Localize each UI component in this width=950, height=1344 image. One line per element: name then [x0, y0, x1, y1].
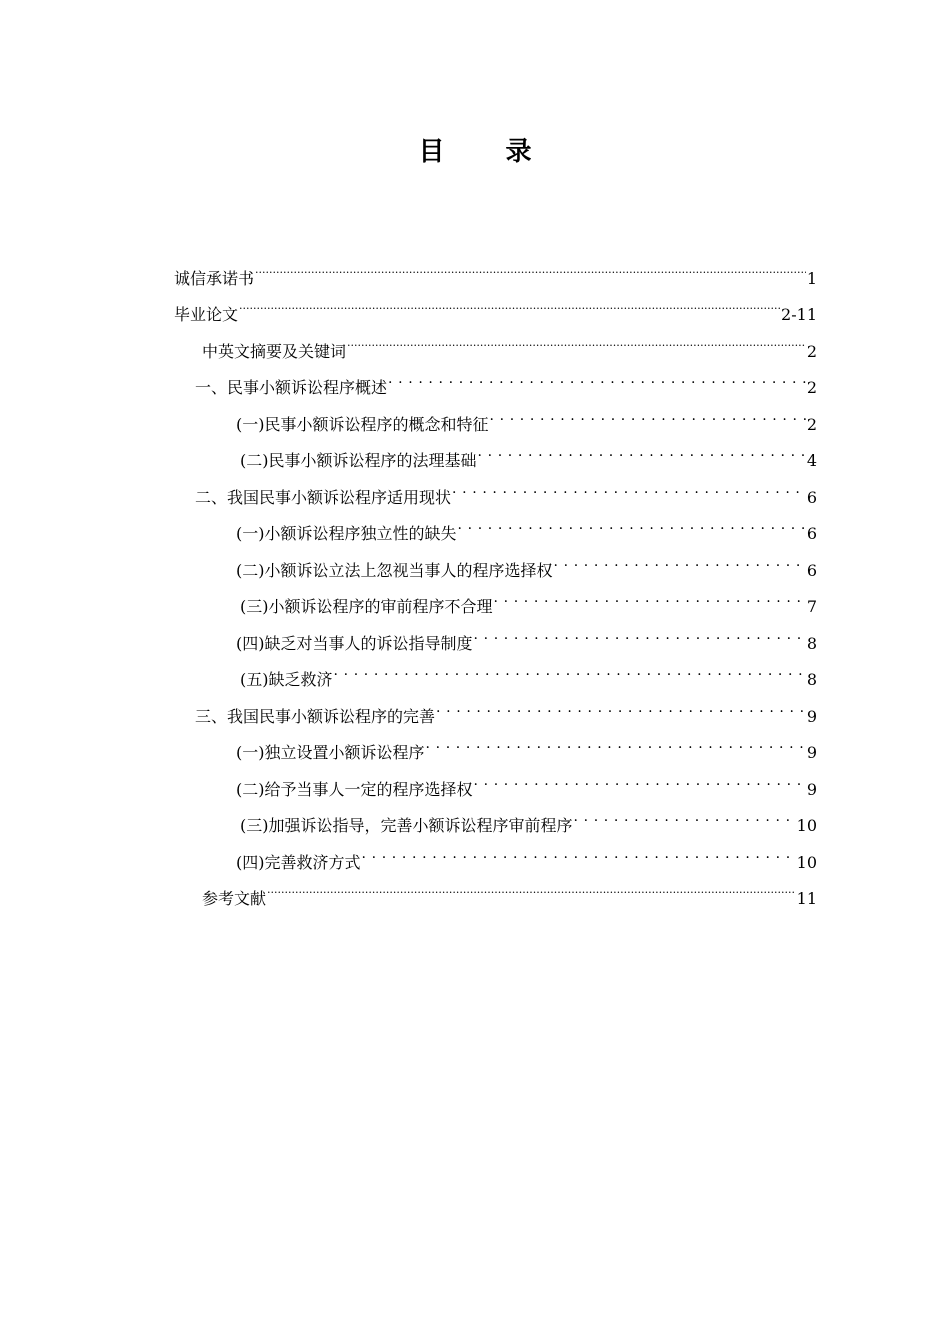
toc-entry-label: 参考文献	[202, 889, 267, 908]
toc-entry-page: 2-11	[781, 305, 817, 324]
toc-entry-label: (五)缺乏救济	[240, 670, 333, 689]
toc-dot-leader	[239, 290, 780, 320]
toc-entry-page: 8	[806, 634, 817, 653]
toc-dot-leader	[478, 436, 806, 466]
toc-entry-page: 9	[806, 780, 817, 799]
toc-entry	[236, 765, 817, 799]
toc-entry-page: 4	[806, 451, 817, 470]
toc-entry-page: 10	[796, 853, 817, 872]
toc-entry-page: 6	[806, 524, 817, 543]
toc-entry	[202, 874, 817, 908]
toc-entry-label: (一)小额诉讼程序独立性的缺失	[236, 524, 457, 543]
toc-entry	[236, 509, 817, 543]
toc-entry-label: (二)民事小额诉讼程序的法理基础	[240, 451, 477, 470]
toc-entry-label: (四)完善救济方式	[236, 853, 361, 872]
toc-entry-page: 2	[806, 415, 817, 434]
toc-dot-leader	[474, 765, 806, 795]
toc-entry-label: (三)小额诉讼程序的审前程序不合理	[240, 597, 493, 616]
toc-dot-leader	[388, 363, 806, 393]
toc-entry-label: (一)独立设置小额诉讼程序	[236, 743, 425, 762]
toc-dot-leader	[452, 473, 806, 503]
toc-entry	[174, 290, 817, 324]
toc-entry-page: 9	[806, 707, 817, 726]
toc-entry-label: 二、我国民事小额诉讼程序适用现状	[195, 488, 452, 507]
toc-entry	[240, 582, 817, 616]
toc-dot-leader	[267, 874, 796, 904]
toc-entry-page: 2	[806, 342, 817, 361]
toc-entry-page: 11	[796, 889, 817, 908]
toc-dot-leader	[334, 655, 806, 685]
toc-dot-leader	[436, 692, 806, 722]
toc-dot-leader	[490, 400, 806, 430]
toc-entry-label: 一、民事小额诉讼程序概述	[195, 378, 388, 397]
toc-entry-page: 6	[806, 488, 817, 507]
toc-entry	[236, 619, 817, 653]
toc-entry-label: (一)民事小额诉讼程序的概念和特征	[236, 415, 489, 434]
toc-entry	[174, 254, 817, 288]
toc-dot-leader	[494, 582, 806, 612]
toc-entry	[240, 801, 817, 835]
toc-entry-page: 7	[806, 597, 817, 616]
toc-dot-leader	[255, 254, 806, 284]
toc-entry-label: (二)给予当事人一定的程序选择权	[236, 780, 473, 799]
toc-dot-leader	[347, 327, 806, 357]
toc-entry-label: (三)加强诉讼指导，完善小额诉讼程序审前程序	[240, 816, 573, 835]
toc-entry	[236, 546, 817, 580]
toc-entry-label: (四)缺乏对当事人的诉讼指导制度	[236, 634, 473, 653]
toc-entry-label: 三、我国民事小额诉讼程序的完善	[195, 707, 436, 726]
toc-entry-page: 6	[806, 561, 817, 580]
toc-dot-leader	[362, 838, 796, 868]
toc-entry-page: 10	[796, 816, 817, 835]
toc-entry-label: 诚信承诺书	[174, 269, 255, 288]
toc-entry	[236, 838, 817, 872]
toc-entry	[195, 473, 817, 507]
toc-entry	[236, 400, 817, 434]
toc-dot-leader	[426, 728, 806, 758]
toc-entry-label: (二)小额诉讼立法上忽视当事人的程序选择权	[236, 561, 553, 580]
toc-entry-label: 毕业论文	[174, 305, 239, 324]
toc-dot-leader	[474, 619, 806, 649]
toc-entry-page: 2	[806, 378, 817, 397]
toc-entry-page: 1	[806, 269, 817, 288]
toc-dot-leader	[554, 546, 806, 576]
toc-entry-page: 9	[806, 743, 817, 762]
toc-entry	[195, 363, 817, 397]
toc-entry	[202, 327, 817, 361]
page-title: 目 录	[418, 137, 558, 167]
toc-entry-label: 中英文摘要及关键词	[202, 342, 347, 361]
toc-entry	[240, 655, 817, 689]
toc-entry-page: 8	[806, 670, 817, 689]
toc-dot-leader	[458, 509, 806, 539]
toc-entry	[240, 436, 817, 470]
toc-entry	[236, 728, 817, 762]
toc-entry	[195, 692, 817, 726]
toc-dot-leader	[574, 801, 796, 831]
